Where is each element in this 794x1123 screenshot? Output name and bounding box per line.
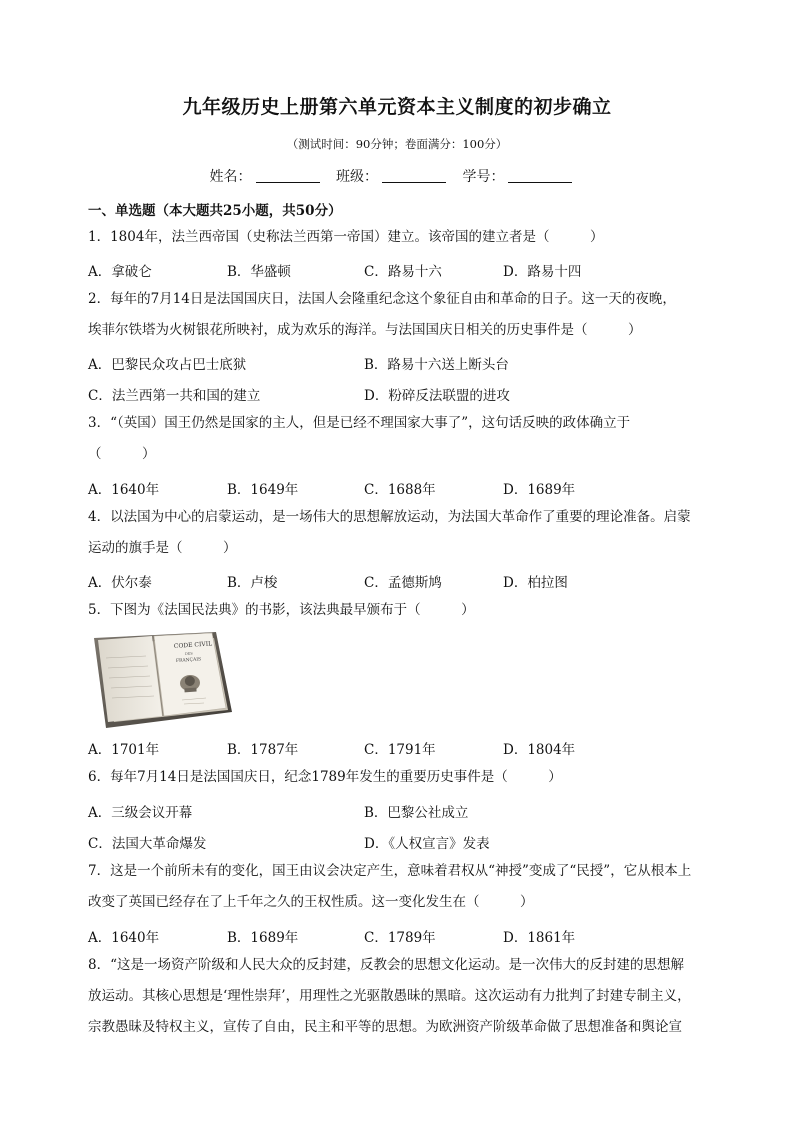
question-7-line-2: 改变了英国已经存在了上千年之久的王权性质。这一变化发生在（ ） [88,894,534,910]
page-title: 九年级历史上册第六单元资本主义制度的初步确立 [182,96,612,118]
name-label: 姓名： [209,169,252,185]
option-a: A．1640年 [88,930,160,946]
section-heading: 一、单选题（本大题共25小题，共50分） [88,203,342,219]
option-d: D．柏拉图 [503,575,568,591]
option-c: C．路易十六 [364,264,442,280]
question-7-line-1: 7．这是一个前所未有的变化，国王由议会决定产生，意味着君权从“神授”变成了“民授”，它从根本上 [88,863,692,879]
question-7-options [88,926,710,950]
option-b: B．1649年 [227,482,299,498]
id-label: 学号： [462,169,505,185]
book-title-line-3: FRANÇAIS [175,657,202,664]
option-a: A．巴黎民众攻占巴士底狱 [88,357,247,373]
option-a: A．拿破仑 [88,264,152,280]
option-d: D．路易十四 [503,264,582,280]
civil-code-book-image [88,628,234,730]
book-title-line-2: DES [184,651,193,656]
question-8-line-1: 8．“这是一场资产阶级和人民大众的反封建，反教会的思想文化运动。是一次伟大的反封建的思想解 [88,957,684,973]
question-2-line-1: 2．每年的7月14日是法国国庆日，法国人会隆重纪念这个象征自由和革命的日子。这一天的夜晚， [88,291,676,307]
class-blank[interactable] [382,168,446,183]
option-c: C．孟德斯鸠 [364,575,442,591]
question-3-line-1: 3．“（英国）国王仍然是国家的主人，但是已经不理国家大事了”，这句话反映的政体确立于 [88,415,631,431]
question-3-options [88,478,710,502]
question-6: 6．每年7月14日是法国国庆日，纪念1789年发生的重要历史事件是（ ） [88,769,562,785]
class-label: 班级： [336,169,378,185]
question-2-options-row-2 [88,384,710,408]
book-title-line-1: CODE CIVIL [173,640,213,650]
option-d: D．1804年 [503,742,576,758]
option-c: C．1789年 [364,930,436,946]
question-2-line-2: 埃菲尔铁塔为火树银花所映衬，成为欢乐的海洋。与法国国庆日相关的历史事件是（ ） [88,322,642,338]
option-d: D．1861年 [503,930,576,946]
option-c: C．法国大革命爆发 [88,836,207,852]
option-d: D．《人权宣言》发表 [364,836,490,852]
option-a: A．伏尔泰 [88,575,152,591]
id-blank[interactable] [508,168,572,183]
option-b: B．1689年 [227,930,299,946]
question-6-options-row-2 [88,832,710,856]
option-b: B．华盛顿 [227,264,291,280]
option-a: A．1701年 [88,742,160,758]
option-a: A．1640年 [88,482,160,498]
question-4-options [88,571,710,595]
option-d: D．1689年 [503,482,576,498]
option-b: B．路易十六送上断头台 [364,357,509,373]
option-c: C．1791年 [364,742,436,758]
option-b: B．卢梭 [227,575,278,591]
option-d: D．粉碎反法联盟的进攻 [364,388,510,404]
name-blank[interactable] [256,168,320,183]
exam-subtitle: （测试时间：90分钟；卷面满分：100分） [286,137,508,151]
book-left-page [98,636,162,722]
question-1-options [88,260,710,284]
question-8-line-2: 放运动。其核心思想是‘理性崇拜’，用理性之光驱散愚昧的黑暗。这次运动有力批判了封建专制主义， [88,988,691,1004]
question-4-line-2: 运动的旗手是（ ） [88,540,237,556]
question-8-line-3: 宗教愚昧及特权主义，宣传了自由，民主和平等的思想。为欧洲资产阶级革命做了思想准备和舆论宣 [88,1019,682,1035]
question-4-line-1: 4．以法国为中心的启蒙运动，是一场伟大的思想解放运动，为法国大革命作了重要的理论准备。启蒙 [88,509,691,525]
option-a: A．三级会议开幕 [88,805,193,821]
question-1: 1．1804年，法兰西帝国（史称法兰西第一帝国）建立。该帝国的建立者是（ ） [88,229,604,245]
option-b: B．1787年 [227,742,299,758]
option-c: C．1688年 [364,482,436,498]
question-5-options [88,738,710,762]
question-2-options-row-1 [88,353,710,377]
option-b: B．巴黎公社成立 [364,805,469,821]
question-5: 5．下图为《法国民法典》的书影，该法典最早颁布于（ ） [88,602,475,618]
question-3-line-2: （ ） [88,446,156,462]
option-c: C．法兰西第一共和国的建立 [88,388,261,404]
question-6-options-row-1 [88,801,710,825]
student-info-line [0,166,794,186]
